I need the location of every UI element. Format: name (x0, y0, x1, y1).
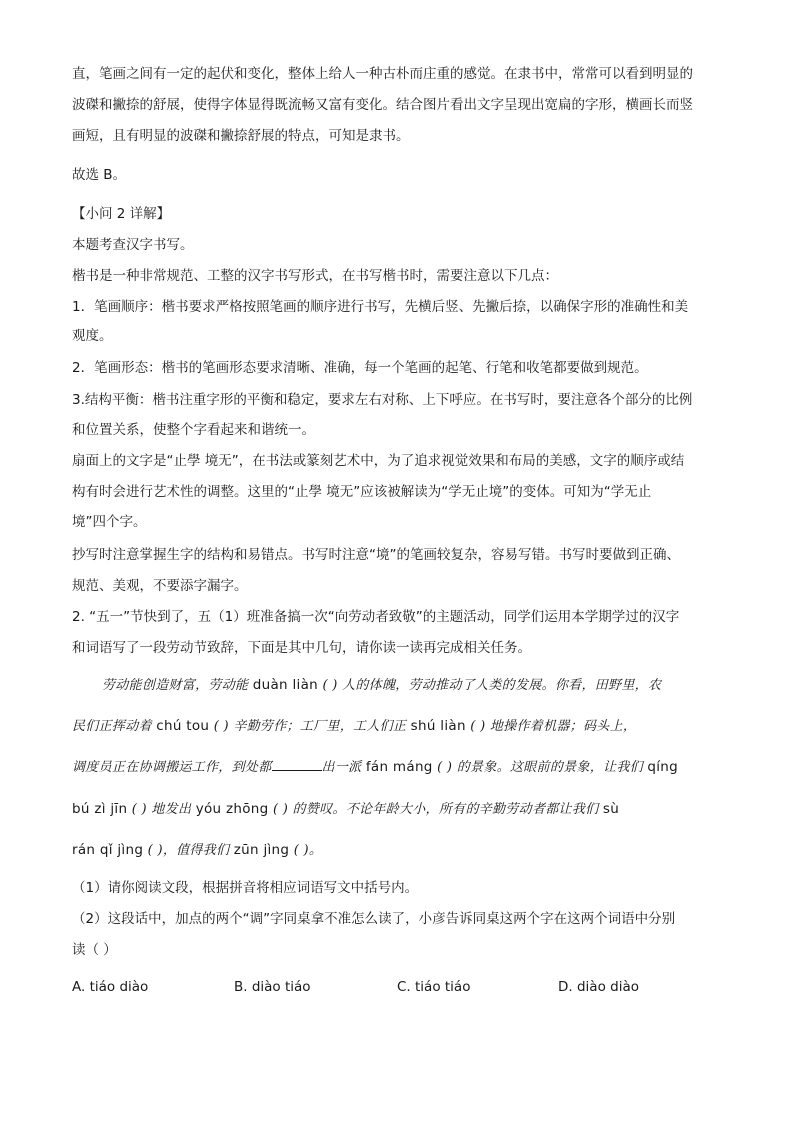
paragraph-line: 规范、美观，不要添字漏字。 (72, 578, 248, 594)
passage-text: ( ) 的景象。这眼前的景象，让我们 (432, 760, 648, 775)
pinyin: zūn jìng (233, 842, 290, 858)
sub-question: （2）这段话中，加点的两个“调”字同桌拿不准怎么读了，小彦告诉同桌这两个字在这两个词语中分别 (72, 911, 676, 927)
paragraph-line: 本题考查汉字书写。 (72, 237, 194, 253)
paragraph-line: 和位置关系，使整个字看起来和谐统一。 (72, 422, 315, 438)
passage-text: ( ) 的赞叹。不论年龄大小，所有的辛勤劳动者都让我们 (268, 802, 603, 817)
paragraph-line: 抄写时注意掌握生字的结构和易错点。书写时注意“境”的笔画较复杂，容易写错。书写时要做到正确、 (72, 547, 680, 563)
passage-text: ( )。 (289, 843, 323, 858)
passage-line (102, 665, 742, 706)
paragraph-line: 扇面上的文字是“止學 境无”，在书法或篆刻艺术中，为了追求视觉效果和布局的美感，文字的顺序或结 (72, 453, 685, 469)
passage-text: 劳动能创造财富，劳动能 (102, 678, 253, 693)
passage-text: 调度员正在协调搬运工作，到处都 (72, 760, 272, 775)
option-a[interactable]: A. tiáo diào (72, 979, 149, 995)
option-c[interactable]: C. tiáo tiáo (397, 979, 471, 995)
paragraph-line: 1．笔画顺序：楷书要求严格按照笔画的顺序进行书写，先横后竖、先撇后捺，以确保字形的准确性和美 (72, 299, 689, 315)
passage-text: ( ) 辛勤劳作；工厂里，工人们正 (209, 719, 411, 734)
passage-text: ( ) 人的体魄，劳动推动了人类的发展。你看，田野里，农 (318, 678, 662, 693)
paragraph-line: 画短，且有明显的波磔和撇捺舒展的特点，可知是隶书。 (72, 128, 410, 144)
paragraph-line: 3.结构平衡：楷书注重字形的平衡和稳定，要求左右对称、上下呼应。在书写时，要注意各个部分的比例 (72, 392, 693, 408)
option-b[interactable]: B. diào tiáo (234, 979, 311, 995)
passage-text: ( )，值得我们 (143, 843, 234, 858)
pinyin: fán máng (365, 759, 433, 775)
passage-text: 出一派 (321, 760, 366, 775)
pinyin: bú zì jīn (72, 801, 128, 817)
sub-question: 读（ ） (72, 942, 117, 958)
paragraph-line: 构有时会进行艺术性的调整。这里的“止學 境无”应该被解读为“学无止境”的变体。可知为“学无止 (72, 484, 652, 500)
paragraph-line: 境”四个字。 (72, 514, 147, 530)
sub-question: （1）请你阅读文段，根据拼音将相应词语写文中括号内。 (72, 880, 419, 896)
fill-blank[interactable] (272, 758, 322, 771)
pinyin: sù (602, 801, 620, 817)
passage-text: ( ) 地发出 (127, 802, 196, 817)
question-stem: 2. “五一”节快到了，五（1）班准备搞一次“向劳动者致敬”的主题活动，同学们运用本学期学过的汉字 (72, 609, 680, 625)
pinyin: qíng (647, 759, 679, 775)
passage-line (72, 706, 712, 747)
passage-line (72, 830, 712, 871)
passage-text: 民们正挥动着 (72, 719, 157, 734)
section-heading: 【小问 2 详解】 (72, 206, 171, 222)
passage-line (72, 789, 712, 830)
paragraph-line: 波磔和撇捺的舒展，使得字体显得既流畅又富有变化。结合图片看出文字呈现出宽扁的字形，横画长而竖 (72, 97, 693, 113)
answer-line: 故选 B。 (72, 167, 127, 183)
option-d[interactable]: D. diào diào (558, 979, 639, 995)
passage-text: ( ) 地操作着机器；码头上， (465, 719, 637, 734)
passage-line (72, 747, 712, 788)
pinyin: yóu zhōng (195, 801, 269, 817)
pinyin: duàn liàn (252, 677, 319, 693)
question-stem: 和词语写了一段劳动节致辞，下面是其中几句，请你读一读再完成相关任务。 (72, 640, 531, 656)
paragraph-line: 直，笔画之间有一定的起伏和变化，整体上给人一种古朴而庄重的感觉。在隶书中，常常可以看到明显的 (72, 66, 693, 82)
pinyin: rán qǐ jìng (72, 842, 144, 858)
paragraph-line: 2．笔画形态：楷书的笔画形态要求清晰、准确，每一个笔画的起笔、行笔和收笔都要做到规范。 (72, 360, 648, 376)
paragraph-line: 观度。 (72, 328, 113, 344)
paragraph-line: 楷书是一种非常规范、工整的汉字书写形式，在书写楷书时，需要注意以下几点： (72, 268, 558, 284)
pinyin: shú liàn (410, 718, 466, 734)
pinyin: chú tou (156, 718, 210, 734)
